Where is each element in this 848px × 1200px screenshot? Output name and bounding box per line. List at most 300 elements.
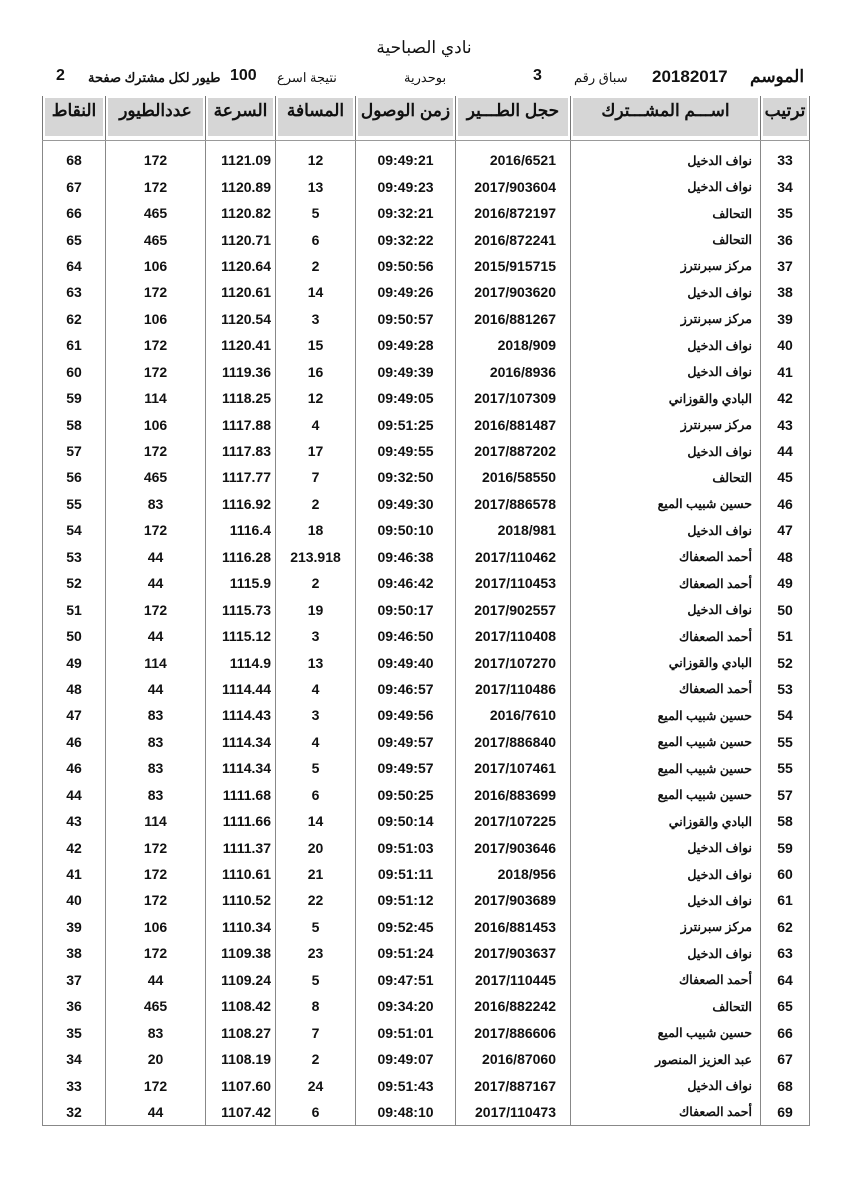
cell-points: 66 [43,200,106,226]
cell-rank: 62 [761,914,810,940]
cell-ring-number: 2018/956 [456,861,571,887]
cell-rank: 68 [761,1072,810,1098]
cell-distance: 5 [276,914,356,940]
cell-ring-number: 2016/8936 [456,359,571,385]
cell-arrival-time: 09:51:03 [356,834,456,860]
cell-distance: 18 [276,517,356,543]
table-row [43,438,810,464]
cell-ring-number: 2017/107225 [456,808,571,834]
cell-member-name: حسين شبيب الميع [571,491,761,517]
cell-points: 68 [43,141,106,174]
cell-ring-number: 2017/886840 [456,729,571,755]
table-row [43,914,810,940]
cell-rank: 48 [761,544,810,570]
column-header-member-name [571,96,761,141]
cell-distance: 13 [276,173,356,199]
cell-member-name: حسين شبيب الميع [571,702,761,728]
cell-distance: 21 [276,861,356,887]
cell-member-name: نواف الدخيل [571,359,761,385]
cell-speed: 1111.68 [206,782,276,808]
cell-ring-number: 2018/909 [456,332,571,358]
cell-arrival-time: 09:50:17 [356,596,456,622]
cell-ring-number: 2016/872197 [456,200,571,226]
cell-distance: 12 [276,385,356,411]
cell-arrival-time: 09:51:25 [356,411,456,437]
cell-speed: 1120.89 [206,173,276,199]
cell-bird-count: 106 [106,306,206,332]
cell-points: 39 [43,914,106,940]
table-row [43,279,810,305]
cell-bird-count: 83 [106,755,206,781]
cell-bird-count: 44 [106,623,206,649]
cell-ring-number: 2017/110486 [456,676,571,702]
cell-speed: 1116.4 [206,517,276,543]
cell-distance: 13 [276,649,356,675]
cell-rank: 59 [761,834,810,860]
cell-arrival-time: 09:49:21 [356,141,456,174]
cell-speed: 1117.88 [206,411,276,437]
cell-rank: 57 [761,782,810,808]
cell-member-name: حسين شبيب الميع [571,782,761,808]
cell-bird-count: 114 [106,385,206,411]
cell-member-name: نواف الدخيل [571,887,761,913]
cell-arrival-time: 09:32:50 [356,464,456,490]
cell-arrival-time: 09:34:20 [356,993,456,1019]
cell-arrival-time: 09:50:25 [356,782,456,808]
cell-distance: 2 [276,253,356,279]
cell-points: 35 [43,1019,106,1045]
cell-rank: 35 [761,200,810,226]
cell-distance: 23 [276,940,356,966]
table-row [43,834,810,860]
cell-rank: 46 [761,491,810,517]
cell-distance: 14 [276,279,356,305]
cell-speed: 1114.9 [206,649,276,675]
cell-distance: 3 [276,623,356,649]
cell-ring-number: 2018/981 [456,517,571,543]
cell-points: 53 [43,544,106,570]
cell-rank: 52 [761,649,810,675]
table-row [43,808,810,834]
cell-arrival-time: 09:49:05 [356,385,456,411]
cell-rank: 66 [761,1019,810,1045]
cell-ring-number: 2016/883699 [456,782,571,808]
cell-points: 36 [43,993,106,1019]
cell-points: 41 [43,861,106,887]
cell-ring-number: 2017/903637 [456,940,571,966]
cell-rank: 40 [761,332,810,358]
table-row [43,649,810,675]
cell-bird-count: 172 [106,940,206,966]
cell-member-name: أحمد الصعفاك [571,676,761,702]
cell-arrival-time: 09:49:57 [356,755,456,781]
cell-ring-number: 2016/58550 [456,464,571,490]
race-location: بوحدرية [404,70,447,85]
column-header-label: ترتيب [763,98,807,136]
cell-speed: 1108.42 [206,993,276,1019]
cell-points: 40 [43,887,106,913]
table-row [43,359,810,385]
cell-speed: 1109.38 [206,940,276,966]
cell-arrival-time: 09:52:45 [356,914,456,940]
cell-ring-number: 2017/903689 [456,887,571,913]
cell-bird-count: 172 [106,861,206,887]
cell-arrival-time: 09:48:10 [356,1099,456,1126]
cell-distance: 213.918 [276,544,356,570]
cell-ring-number: 2017/107309 [456,385,571,411]
table-row [43,173,810,199]
column-header-ring-number [456,96,571,141]
cell-rank: 47 [761,517,810,543]
cell-distance: 12 [276,141,356,174]
table-row [43,200,810,226]
cell-member-name: مركز سبرنترز [571,411,761,437]
cell-points: 52 [43,570,106,596]
cell-points: 46 [43,755,106,781]
cell-rank: 67 [761,1046,810,1072]
cell-bird-count: 83 [106,702,206,728]
cell-member-name: نواف الدخيل [571,940,761,966]
cell-ring-number: 2017/902557 [456,596,571,622]
table-row [43,676,810,702]
cell-arrival-time: 09:49:40 [356,649,456,675]
cell-points: 50 [43,623,106,649]
cell-bird-count: 172 [106,834,206,860]
cell-rank: 39 [761,306,810,332]
cell-rank: 58 [761,808,810,834]
cell-distance: 22 [276,887,356,913]
cell-distance: 6 [276,1099,356,1126]
cell-arrival-time: 09:49:26 [356,279,456,305]
column-header-label: النقاط [45,98,103,136]
cell-rank: 65 [761,993,810,1019]
cell-bird-count: 465 [106,200,206,226]
cell-speed: 1108.27 [206,1019,276,1045]
cell-ring-number: 2016/872241 [456,226,571,252]
cell-points: 58 [43,411,106,437]
cell-ring-number: 2017/903604 [456,173,571,199]
cell-points: 43 [43,808,106,834]
column-header-points [43,96,106,141]
cell-ring-number: 2017/887202 [456,438,571,464]
cell-points: 60 [43,359,106,385]
cell-member-name: حسين شبيب الميع [571,1019,761,1045]
column-header-label: اســـم المشـــترك [573,98,758,136]
cell-rank: 33 [761,141,810,174]
cell-speed: 1120.54 [206,306,276,332]
cell-distance: 2 [276,570,356,596]
cell-rank: 55 [761,755,810,781]
cell-rank: 38 [761,279,810,305]
cell-rank: 37 [761,253,810,279]
cell-member-name: مركز سبرنترز [571,914,761,940]
cell-points: 42 [43,834,106,860]
cell-bird-count: 172 [106,887,206,913]
cell-ring-number: 2016/6521 [456,141,571,174]
cell-speed: 1115.73 [206,596,276,622]
cell-speed: 1111.37 [206,834,276,860]
table-row [43,1099,810,1126]
cell-arrival-time: 09:50:57 [356,306,456,332]
cell-bird-count: 44 [106,1099,206,1126]
cell-points: 37 [43,967,106,993]
table-row [43,570,810,596]
cell-speed: 1119.36 [206,359,276,385]
cell-points: 32 [43,1099,106,1126]
table-row [43,411,810,437]
cell-member-name: حسين شبيب الميع [571,755,761,781]
cell-bird-count: 172 [106,438,206,464]
cell-member-name: أحمد الصعفاك [571,1099,761,1126]
cell-rank: 43 [761,411,810,437]
cell-rank: 53 [761,676,810,702]
cell-distance: 14 [276,808,356,834]
cell-points: 44 [43,782,106,808]
cell-speed: 1111.66 [206,808,276,834]
cell-arrival-time: 09:47:51 [356,967,456,993]
cell-speed: 1110.34 [206,914,276,940]
column-header-rank [761,96,810,141]
cell-bird-count: 106 [106,914,206,940]
cell-arrival-time: 09:50:14 [356,808,456,834]
cell-ring-number: 2017/110453 [456,570,571,596]
cell-rank: 64 [761,967,810,993]
table-row [43,623,810,649]
season-label: الموسم [750,67,805,86]
cell-bird-count: 172 [106,173,206,199]
cell-bird-count: 172 [106,279,206,305]
cell-ring-number: 2017/110445 [456,967,571,993]
cell-bird-count: 465 [106,226,206,252]
cell-ring-number: 2017/887167 [456,1072,571,1098]
cell-speed: 1120.61 [206,279,276,305]
cell-bird-count: 172 [106,1072,206,1098]
per-member-label: طيور لكل مشترك صفحة [88,70,221,85]
cell-ring-number: 2017/110408 [456,623,571,649]
table-row [43,491,810,517]
cell-speed: 1110.61 [206,861,276,887]
table-row [43,1072,810,1098]
cell-ring-number: 2016/881487 [456,411,571,437]
cell-distance: 5 [276,967,356,993]
cell-distance: 6 [276,226,356,252]
cell-speed: 1120.71 [206,226,276,252]
cell-distance: 5 [276,200,356,226]
cell-bird-count: 106 [106,411,206,437]
cell-rank: 34 [761,173,810,199]
cell-speed: 1121.09 [206,141,276,174]
table-row [43,940,810,966]
column-header-distance [276,96,356,141]
cell-distance: 8 [276,993,356,1019]
cell-distance: 19 [276,596,356,622]
cell-rank: 63 [761,940,810,966]
cell-ring-number: 2016/882242 [456,993,571,1019]
table-row [43,306,810,332]
cell-arrival-time: 09:49:57 [356,729,456,755]
cell-arrival-time: 09:49:23 [356,173,456,199]
cell-bird-count: 172 [106,332,206,358]
cell-points: 63 [43,279,106,305]
cell-speed: 1117.77 [206,464,276,490]
column-header-bird-count [106,96,206,141]
cell-points: 34 [43,1046,106,1072]
cell-distance: 4 [276,676,356,702]
table-row [43,544,810,570]
table-row [43,596,810,622]
cell-ring-number: 2017/903646 [456,834,571,860]
cell-distance: 7 [276,1019,356,1045]
cell-bird-count: 114 [106,649,206,675]
table-row [43,702,810,728]
cell-distance: 20 [276,834,356,860]
cell-bird-count: 44 [106,544,206,570]
column-header-arrival-time [356,96,456,141]
cell-member-name: نواف الدخيل [571,438,761,464]
cell-arrival-time: 09:32:22 [356,226,456,252]
cell-points: 62 [43,306,106,332]
cell-arrival-time: 09:49:28 [356,332,456,358]
cell-speed: 1110.52 [206,887,276,913]
cell-speed: 1107.42 [206,1099,276,1126]
cell-distance: 3 [276,306,356,332]
table-row [43,967,810,993]
cell-arrival-time: 09:46:42 [356,570,456,596]
cell-member-name: التحالف [571,464,761,490]
cell-ring-number: 2017/107270 [456,649,571,675]
cell-arrival-time: 09:49:30 [356,491,456,517]
cell-speed: 1114.34 [206,755,276,781]
cell-bird-count: 465 [106,993,206,1019]
column-header-speed [206,96,276,141]
cell-arrival-time: 09:49:07 [356,1046,456,1072]
cell-distance: 6 [276,782,356,808]
cell-arrival-time: 09:32:21 [356,200,456,226]
cell-arrival-time: 09:46:38 [356,544,456,570]
cell-ring-number: 2017/107461 [456,755,571,781]
cell-bird-count: 44 [106,570,206,596]
cell-arrival-time: 09:46:57 [356,676,456,702]
cell-distance: 2 [276,1046,356,1072]
cell-rank: 36 [761,226,810,252]
cell-arrival-time: 09:51:24 [356,940,456,966]
results-table [42,96,810,1126]
cell-bird-count: 20 [106,1046,206,1072]
cell-speed: 1109.24 [206,967,276,993]
cell-speed: 1118.25 [206,385,276,411]
cell-member-name: البادي والقوزاني [571,649,761,675]
race-number: 3 [533,67,542,84]
cell-arrival-time: 09:51:01 [356,1019,456,1045]
cell-member-name: نواف الدخيل [571,861,761,887]
cell-speed: 1115.9 [206,570,276,596]
cell-ring-number: 2016/881267 [456,306,571,332]
cell-arrival-time: 09:49:55 [356,438,456,464]
table-row [43,1046,810,1072]
cell-bird-count: 44 [106,967,206,993]
cell-member-name: نواف الدخيل [571,173,761,199]
column-header-label: زمن الوصول [358,98,453,136]
table-row [43,861,810,887]
cell-distance: 5 [276,755,356,781]
cell-bird-count: 172 [106,517,206,543]
cell-member-name: أحمد الصعفاك [571,623,761,649]
cell-arrival-time: 09:50:56 [356,253,456,279]
cell-speed: 1115.12 [206,623,276,649]
cell-rank: 54 [761,702,810,728]
cell-member-name: التحالف [571,226,761,252]
cell-distance: 24 [276,1072,356,1098]
cell-speed: 1116.92 [206,491,276,517]
cell-points: 65 [43,226,106,252]
cell-distance: 2 [276,491,356,517]
cell-member-name: نواف الدخيل [571,332,761,358]
cell-member-name: نواف الدخيل [571,279,761,305]
cell-points: 46 [43,729,106,755]
table-row [43,141,810,174]
table-body [43,141,810,1126]
cell-rank: 42 [761,385,810,411]
cell-bird-count: 114 [106,808,206,834]
table-row [43,464,810,490]
cell-ring-number: 2017/903620 [456,279,571,305]
cell-rank: 41 [761,359,810,385]
cell-speed: 1108.19 [206,1046,276,1072]
cell-member-name: البادي والقوزاني [571,808,761,834]
cell-speed: 1114.43 [206,702,276,728]
table-row [43,385,810,411]
cell-rank: 51 [761,623,810,649]
cell-points: 33 [43,1072,106,1098]
cell-member-name: نواف الدخيل [571,517,761,543]
cell-points: 59 [43,385,106,411]
cell-member-name: نواف الدخيل [571,596,761,622]
cell-speed: 1107.60 [206,1072,276,1098]
cell-distance: 4 [276,411,356,437]
cell-points: 38 [43,940,106,966]
column-header-label: السرعة [208,98,273,136]
cell-points: 49 [43,649,106,675]
cell-speed: 1114.34 [206,729,276,755]
cell-distance: 15 [276,332,356,358]
cell-ring-number: 2016/87060 [456,1046,571,1072]
fastest-count: 100 [230,67,257,84]
cell-speed: 1117.83 [206,438,276,464]
cell-ring-number: 2016/7610 [456,702,571,728]
cell-ring-number: 2017/110462 [456,544,571,570]
page-number: 2 [56,67,65,84]
cell-points: 55 [43,491,106,517]
column-header-label: حجل الطـــير [458,98,568,136]
cell-points: 56 [43,464,106,490]
cell-points: 67 [43,173,106,199]
cell-arrival-time: 09:49:39 [356,359,456,385]
cell-bird-count: 465 [106,464,206,490]
cell-speed: 1120.41 [206,332,276,358]
cell-bird-count: 106 [106,253,206,279]
cell-member-name: نواف الدخيل [571,834,761,860]
cell-ring-number: 2017/886606 [456,1019,571,1045]
cell-points: 48 [43,676,106,702]
cell-ring-number: 2016/881453 [456,914,571,940]
cell-bird-count: 83 [106,729,206,755]
table-row [43,993,810,1019]
season-value: 20182017 [652,67,728,86]
cell-member-name: أحمد الصعفاك [571,544,761,570]
cell-rank: 69 [761,1099,810,1126]
race-label: سباق رقم [574,70,628,85]
cell-points: 61 [43,332,106,358]
